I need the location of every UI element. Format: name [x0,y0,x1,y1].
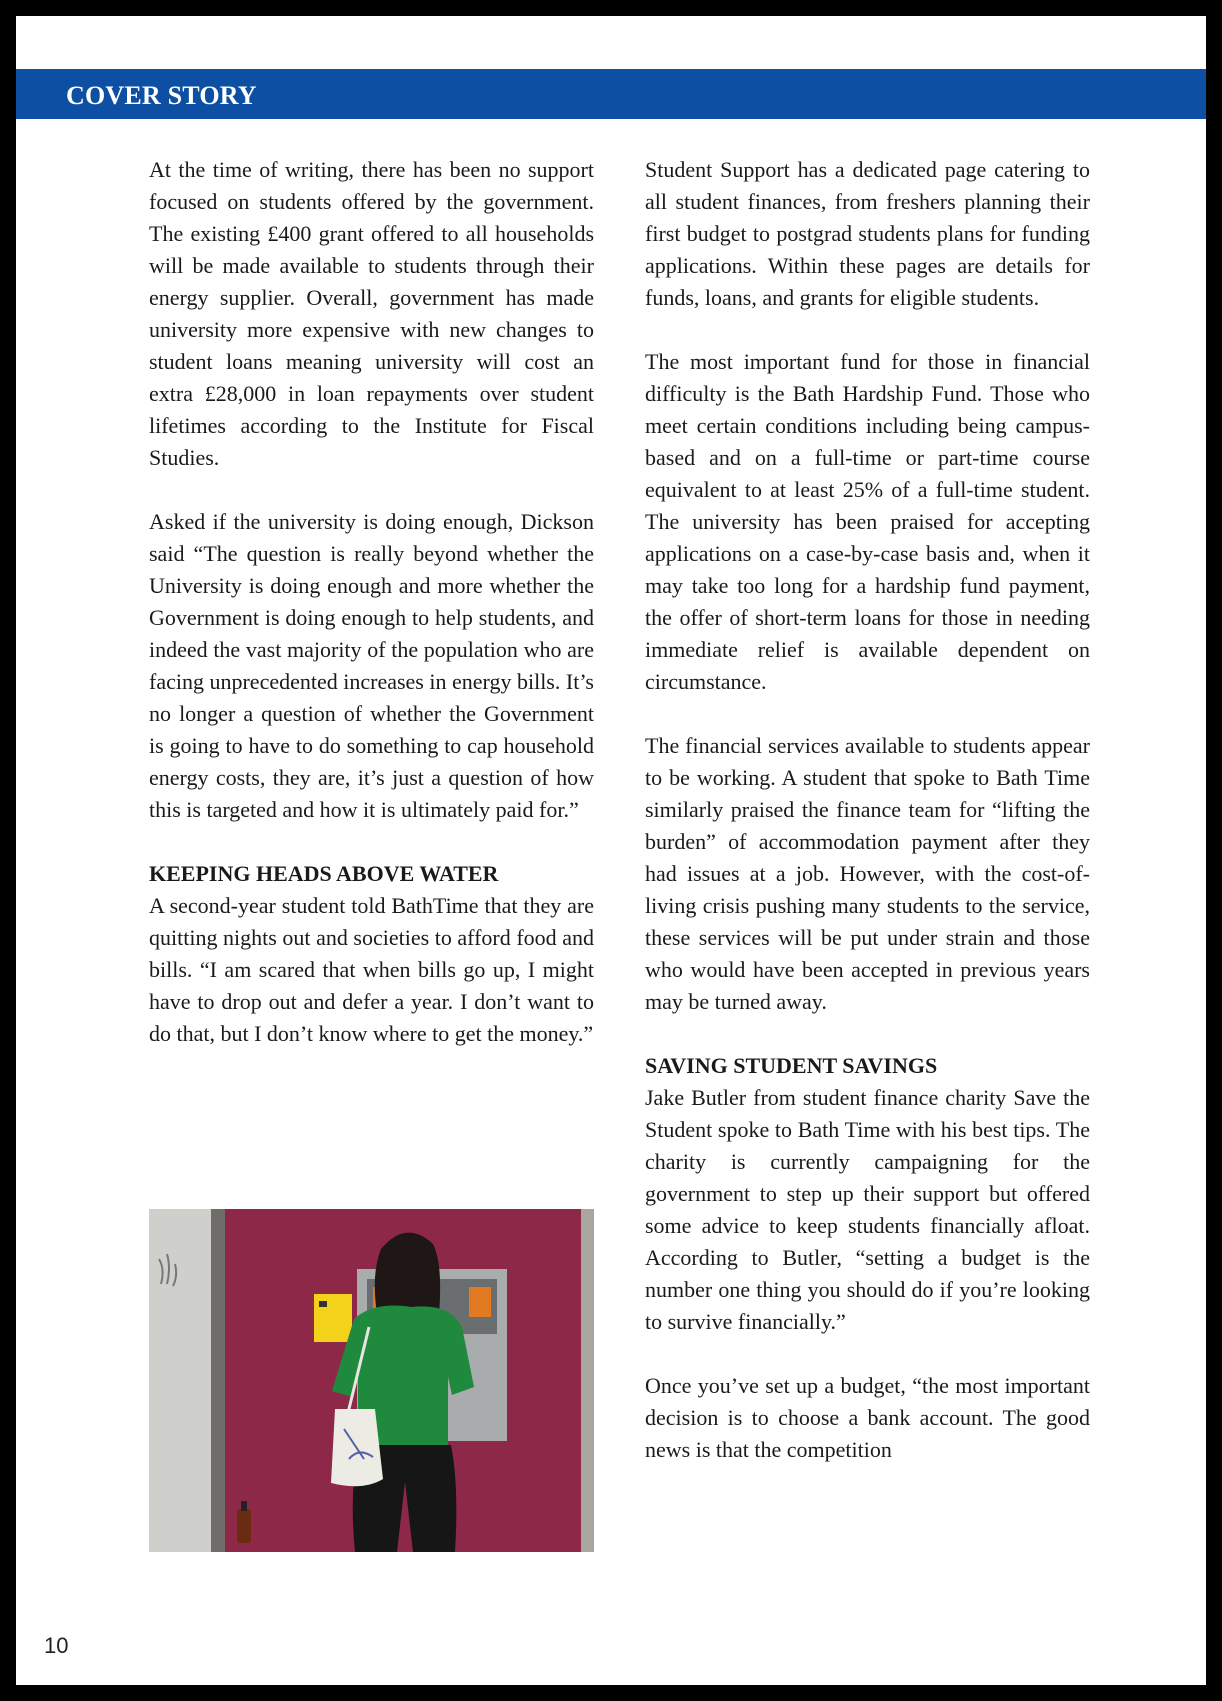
section-banner [16,69,1206,119]
left-paragraph-1: At the time of writing, there has been no support focused on students offered by the government. The existing £400 grant offered to all households will be made available to students through their energy supplier. Overall, government has made university more expensive with new changes to student loans meaning university will cost an extra £28,000 in loan repayments over student lifetimes according to the Institute for Fiscal Studies. [149,157,594,470]
left-paragraph-2: Asked if the university is doing enough, Dickson said “The question is really beyond whether the University is doing enough and more whether the Government is doing enough to help students, and indeed the vast majority of the population who are facing unprecedented increases in energy bills. It’s no longer a question of whether the Government is going to have to do something to cap household energy costs, they are, it’s just a question of how this is targeted and how it is ultimately paid for.” [149,509,594,822]
subheading-keeping-heads-above-water: KEEPING HEADS ABOVE WATER [149,861,499,886]
page-number: 10 [44,1633,69,1658]
right-column [645,154,1090,1466]
section-label: COVER STORY [66,81,257,110]
right-paragraph-1: Student Support has a dedicated page catering to all student finances, from freshers planning their first budget to postgrad students plans for funding applications. Within these pages are details for funds, loans, and grants for eligible students. [645,157,1090,310]
atm-photo [149,1209,594,1552]
left-paragraph-3: A second-year student told BathTime that they are quitting nights out and societies to afford food and bills. “I am scared that when bills go up, I might have to drop out and defer a year. I don’t want to do that, but I don’t know where to get the money.” [149,893,594,1046]
left-column [149,154,594,1082]
right-paragraph-4: Jake Butler from student finance charity Save the Student spoke to Bath Time with his best tips. The charity is currently campaigning for the government to step up their support but offered some advice to keep students financially afloat. According to Butler, “setting a budget is the number one thing you should do if you’re looking to survive financially.” [645,1085,1090,1334]
right-paragraph-2: The most important fund for those in financial difficulty is the Bath Hardship Fund. Those who meet certain conditions including being campus-based and on a full-time or part-time course equivalent to at least 25% of a full-time student. The university has been praised for accepting applications on a case-by-case basis and, when it may take too long for a hardship fund payment, the offer of short-term loans for those in needing immediate relief is available dependent on circumstance. [645,349,1090,694]
magazine-page [16,16,1206,1685]
subheading-saving-student-savings: SAVING STUDENT SAVINGS [645,1053,938,1078]
right-paragraph-3: The financial services available to students appear to be working. A student that spoke to Bath Time similarly praised the finance team for “lifting the burden” of accommodation payment after they had issues at a job. However, with the cost-of-living crisis pushing many students to the service, these services will be put under strain and those who would have been accepted in previous years may be turned away. [645,733,1090,1014]
right-paragraph-5: Once you’ve set up a budget, “the most important decision is to choose a bank account. The good news is that the competition [645,1373,1090,1462]
